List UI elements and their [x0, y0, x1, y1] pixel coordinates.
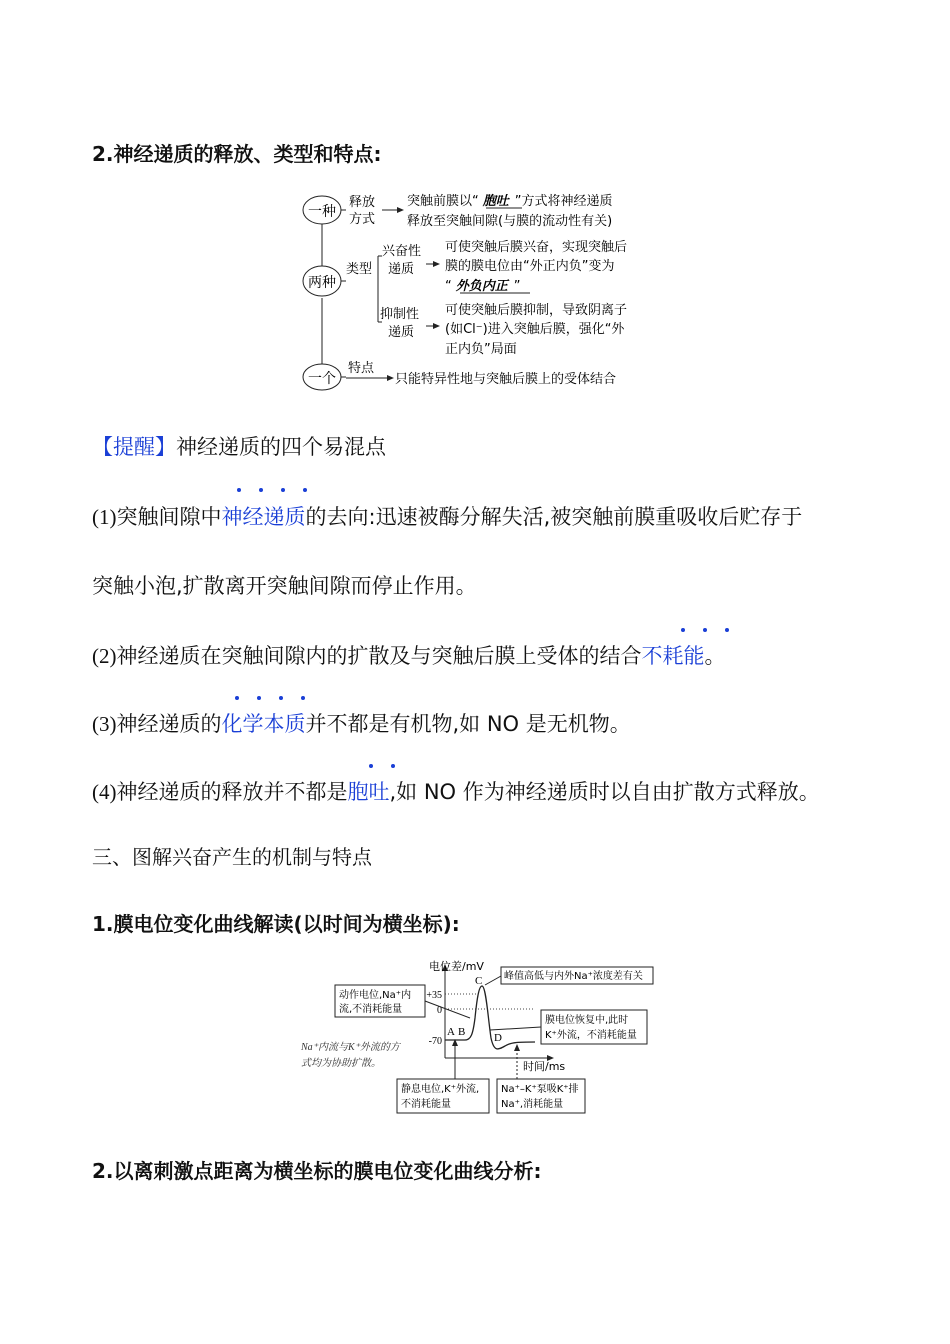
exc-label-2: 递质	[388, 262, 415, 277]
list-item-1: (1)突触间隙中神经递质的去向:迅速被酶分解失活,被突触前膜重吸收后贮存于	[92, 505, 803, 529]
point-label-c: C	[475, 975, 483, 987]
membrane-potential-chart	[295, 958, 665, 1118]
release-label-2: 方式	[349, 212, 376, 227]
release-desc-line1: 突触前膜以“ 胞吐 ”方式将神经递质	[407, 194, 613, 209]
reminder-heading	[92, 433, 386, 461]
annotation-text: 峰值高低与内外Na⁺浓度差有关	[504, 971, 643, 982]
x-axis-label: 时间/ms	[523, 1060, 566, 1073]
emphasis-dots	[232, 488, 314, 494]
inh-label-1: 抑制性	[380, 307, 420, 322]
y-tick-label: -70	[428, 1036, 442, 1047]
annotation-text: 流,不消耗能量	[339, 1004, 403, 1015]
handwritten-note: 式均为协助扩散。	[301, 1058, 381, 1069]
pointer-line	[485, 976, 501, 985]
list-item-3: (3)神经递质的化学本质并不都是有机物,如 NO 是无机物。	[92, 712, 631, 736]
y-tick-label: +35	[426, 990, 442, 1001]
section3-title: 三、图解兴奋产生的机制与特点	[92, 845, 372, 869]
inh-label-2: 递质	[388, 325, 415, 340]
handwritten-note: Na⁺内流与K⁺外流的方	[301, 1042, 400, 1053]
list-item-1-cont: 突触小泡,扩散离开突触间隙而停止作用。	[92, 574, 477, 598]
node-one: 一种	[308, 204, 336, 220]
feature-label: 特点	[348, 361, 375, 376]
pointer-arrow	[514, 1044, 520, 1051]
arrow-head	[387, 375, 394, 381]
annotation-text: 静息电位,K⁺外流,	[401, 1084, 480, 1095]
pointer-line	[490, 1027, 541, 1030]
list-item-2: (2)神经递质在突触间隙内的扩散及与突触后膜上受体的结合不耗能。	[92, 644, 726, 668]
subsection2-title: 2.以离刺激点距离为横坐标的膜电位变化曲线分析:	[92, 1159, 542, 1183]
point-label-a: A	[447, 1026, 455, 1038]
arrow-head	[433, 261, 440, 267]
exc-desc-line2: 膜的膜电位由“外正内负”变为	[445, 259, 615, 274]
annotation-text: K⁺外流，不消耗能量	[545, 1030, 637, 1041]
emphasis-dots	[676, 628, 738, 634]
reminder-tag: 【提醒】	[92, 435, 176, 459]
annotation-text: 动作电位,Na⁺内	[339, 990, 412, 1001]
section-title	[92, 138, 382, 167]
emphasis-text: 化学本质	[221, 712, 306, 736]
inh-desc-line3: 正内负”局面	[445, 342, 517, 357]
release-label-1: 释放	[349, 195, 376, 210]
neurotransmitter-concept-map	[290, 180, 670, 400]
subsection1-title: 1.膜电位变化曲线解读(以时间为横坐标):	[92, 912, 460, 936]
exc-desc-line3: “ 外负内正 ”	[445, 279, 521, 294]
emphasis-text: 不耗能	[641, 644, 705, 668]
node-two: 两种	[308, 275, 336, 291]
y-axis-label: 电位差/mV	[429, 960, 484, 973]
node-three: 一个	[308, 371, 336, 387]
point-label-d: D	[494, 1032, 502, 1044]
inh-desc-line2: (如Cl⁻)进入突触后膜，强化“外	[445, 322, 625, 337]
annotation-text: Na⁺,消耗能量	[501, 1099, 564, 1110]
list-item-4: (4)神经递质的释放并不都是胞吐,如 NO 作为神经递质时以自由扩散方式释放。	[92, 780, 820, 804]
reminder-title: 神经递质的四个易混点	[176, 435, 386, 459]
section-title-text: 2.神经递质的释放、类型和特点:	[92, 142, 382, 166]
exc-desc-line1: 可使突触后膜兴奋，实现突触后	[445, 240, 628, 255]
arrow-head	[397, 207, 404, 213]
point-label-b: B	[458, 1026, 466, 1038]
emphasis-dots	[230, 696, 312, 702]
feature-desc: 只能特异性地与突触后膜上的受体结合	[395, 372, 617, 387]
arrow-head	[433, 323, 440, 329]
annotation-text: Na⁺–K⁺泵吸K⁺排	[501, 1084, 579, 1095]
action-potential-curve	[445, 986, 535, 1049]
exc-label-1: 兴奋性	[382, 244, 422, 259]
emphasis-text: 胞吐	[347, 780, 390, 804]
emphasis-dots	[364, 764, 404, 770]
annotation-text: 不消耗能量	[401, 1099, 451, 1110]
emphasis-text: 神经递质	[221, 505, 306, 529]
annotation-text: 膜电位恢复中,此时	[545, 1015, 629, 1026]
inh-desc-line1: 可使突触后膜抑制，导致阴离子	[445, 303, 628, 318]
release-desc-line2: 释放至突触间隙(与膜的流动性有关)	[407, 214, 613, 229]
y-tick-label: 0	[437, 1005, 442, 1016]
type-label: 类型	[346, 262, 373, 277]
